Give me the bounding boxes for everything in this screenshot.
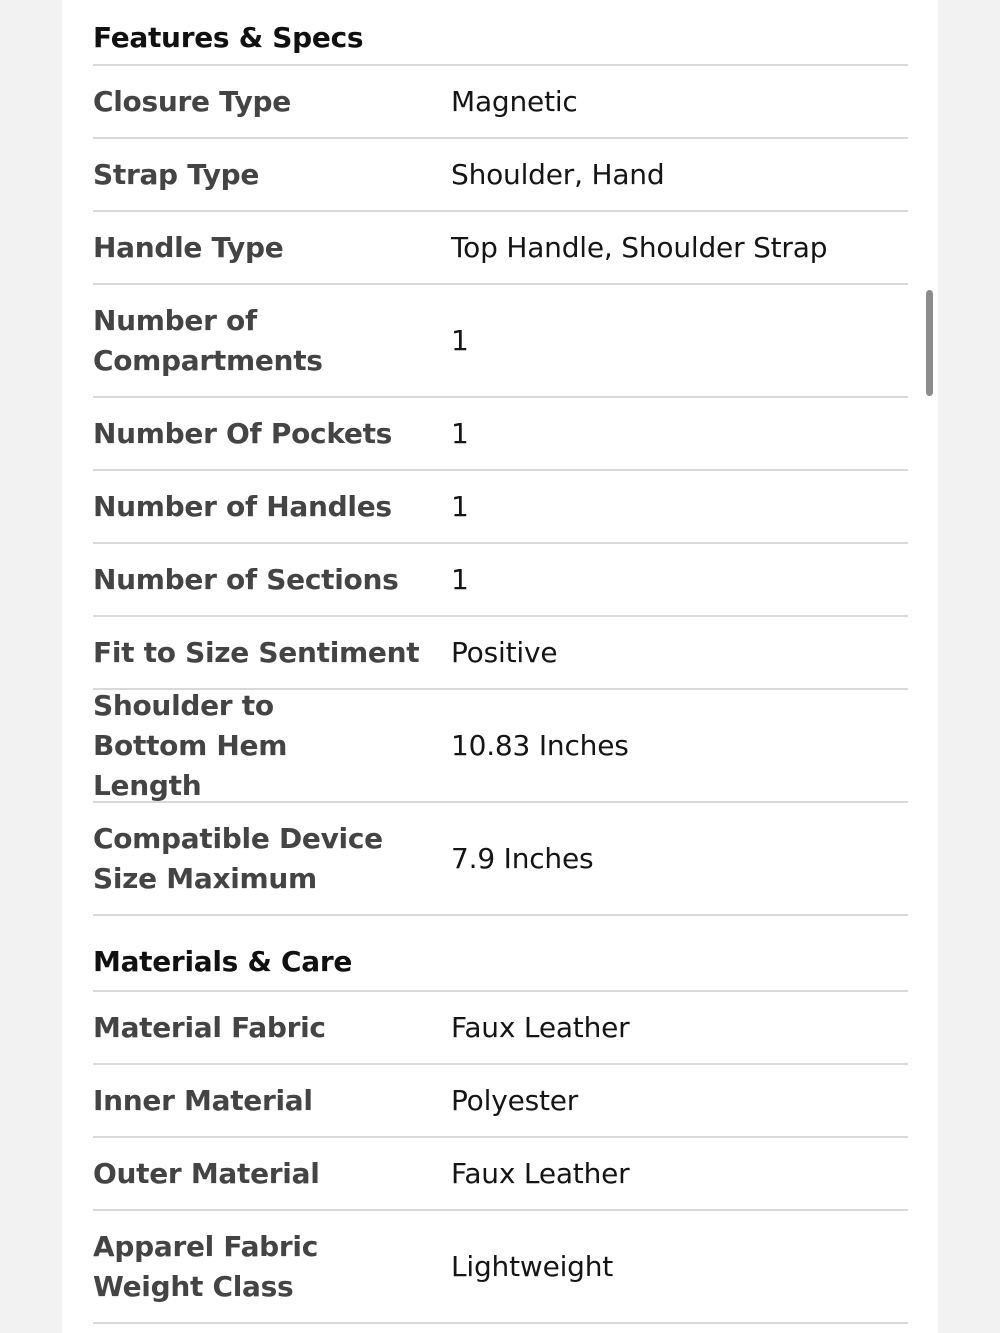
- spec-row-number-of-pockets: [93, 398, 908, 471]
- spec-label: Compatible Device Size Maximum: [93, 821, 383, 895]
- spec-row-outer-material: [93, 1138, 908, 1211]
- spec-value: Magnetic: [451, 84, 578, 118]
- spec-label: Apparel Fabric Weight Class: [93, 1229, 319, 1303]
- spec-label: Number of Handles: [93, 489, 392, 523]
- spec-label: Shoulder to Bottom Hem Length: [93, 688, 288, 802]
- spec-value: Faux Leather: [451, 1156, 630, 1190]
- spec-row-number-of-compartments: [93, 285, 908, 398]
- spec-row-number-of-handles: [93, 471, 908, 544]
- spec-value: 1: [451, 489, 469, 523]
- spec-row-inner-material: [93, 1065, 908, 1138]
- spec-row-handle-type: [93, 212, 908, 285]
- specs-panel: [62, 0, 938, 1333]
- materials-care-heading: Materials & Care: [93, 916, 908, 992]
- spec-row-compatible-device-size-maximum: [93, 803, 908, 916]
- spec-row-shoulder-to-bottom-hem-length: [93, 690, 908, 803]
- spec-row-material-fabric: [93, 992, 908, 1065]
- spec-label: Number of Compartments: [93, 303, 323, 377]
- spec-label: Closure Type: [93, 84, 291, 118]
- spec-value: 1: [451, 416, 469, 450]
- spec-value: Faux Leather: [451, 1010, 630, 1044]
- specs-content: [93, 0, 908, 1324]
- spec-value: Shoulder, Hand: [451, 157, 665, 191]
- spec-label: Strap Type: [93, 157, 260, 191]
- spec-label: Inner Material: [93, 1083, 313, 1117]
- spec-row-strap-type: [93, 139, 908, 212]
- spec-label: Outer Material: [93, 1156, 320, 1190]
- spec-value: Positive: [451, 635, 558, 669]
- spec-value: 1: [451, 562, 469, 596]
- spec-label: Handle Type: [93, 230, 284, 264]
- spec-value: Lightweight: [451, 1249, 614, 1283]
- spec-value: Top Handle, Shoulder Strap: [451, 230, 828, 264]
- spec-label: Number Of Pockets: [93, 416, 393, 450]
- spec-value: 1: [451, 323, 469, 357]
- spec-label: Number of Sections: [93, 562, 399, 596]
- scrollbar-thumb[interactable]: [926, 290, 933, 396]
- spec-row-number-of-sections: [93, 544, 908, 617]
- spec-label: Fit to Size Sentiment: [93, 635, 420, 669]
- spec-value: Polyester: [451, 1083, 579, 1117]
- features-specs-heading: Features & Specs: [93, 0, 908, 66]
- spec-row-closure-type: [93, 66, 908, 139]
- spec-row-apparel-fabric-weight-class: [93, 1211, 908, 1324]
- spec-value: 10.83 Inches: [451, 728, 629, 762]
- spec-row-fit-to-size-sentiment: [93, 617, 908, 690]
- spec-value: 7.9 Inches: [451, 841, 594, 875]
- spec-label: Material Fabric: [93, 1010, 326, 1044]
